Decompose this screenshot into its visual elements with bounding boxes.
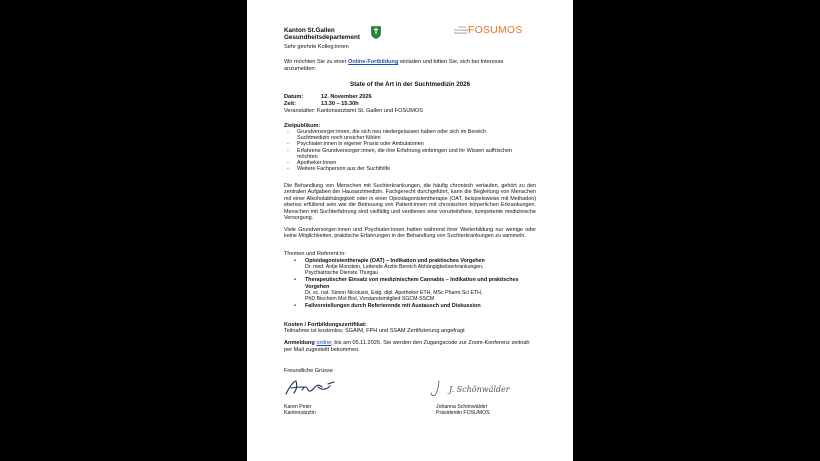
signature-2 bbox=[427, 378, 527, 400]
document-page bbox=[247, 0, 573, 461]
date-row bbox=[284, 94, 536, 101]
topics-list bbox=[284, 258, 534, 310]
list-item: - Erfahrene Grundversorger:innen, die ihre Erfahrung einbringen und ihr Wissen auffrischen möchten bbox=[284, 148, 516, 160]
signatory-1 bbox=[284, 404, 316, 416]
list-item: - Psychiater:innen in eigener Praxis oder Ambulatorien bbox=[284, 141, 516, 147]
costs-text: Teilnahme ist kostenlos; SGAIM, FPH und SSAM Zertifizierung angefragt bbox=[284, 328, 465, 334]
topic-item bbox=[284, 258, 534, 276]
canton-name: Kanton St.Gallen Gesundheitsdepartement bbox=[284, 27, 360, 41]
topics-heading: Themen und Referent:in: bbox=[284, 251, 346, 257]
list-item: - Apotheker:innen bbox=[284, 160, 516, 166]
topic-item bbox=[284, 303, 534, 309]
signatory-2-role: Präsidentin FOSUMOS bbox=[436, 410, 490, 417]
coat-of-arms-icon bbox=[371, 26, 381, 39]
online-fortbildung-link[interactable]: Online-Fortbildung bbox=[348, 59, 399, 65]
registration-link[interactable]: online bbox=[316, 340, 332, 346]
topic-speaker: Dr. med. Antje Monstein, Leitende Ärztin Bereich Abhängigkeitserkrankungen, bbox=[305, 264, 484, 271]
topic-speaker: Dr. sc. nat. Simon Nicolussi, Eidg. dipl. Apotheker ETH, MSc Pharm Sci ETH, bbox=[305, 289, 483, 296]
topic-title: • Opioidagonistentherapie (OAT) – Indikation und praktisches Vorgehen bbox=[305, 258, 485, 264]
topic-item bbox=[284, 277, 534, 302]
fosumos-logo: FOSUMOS bbox=[468, 24, 523, 36]
costs-heading: Kosten / Fortbildungszertifikat: bbox=[284, 322, 367, 328]
organizer: Veranstalter: Kantonsarztamt St. Gallen und FOSUMOS bbox=[284, 108, 423, 114]
registration-label: Anmeldung bbox=[284, 340, 315, 346]
time-value: 13.30 – 15.30h bbox=[321, 101, 359, 107]
registration-paragraph: Anmeldung online; bis am 05.11.2026. Sie werden den Zugangscode zur Zoom-Konferenz zeitnah per Mail zugestellt bekommen. bbox=[284, 340, 530, 353]
event-details bbox=[284, 94, 536, 115]
intro-paragraph: Wir möchten Sie zu einer Online-Fortbildung einladen und bitten Sie, sich bei Interesse anzumelden: bbox=[284, 59, 504, 72]
topic-title: • Therapeutischer Einsatz von medizinischem Cannabis – Indikation und praktisches Vorgehen bbox=[305, 277, 519, 290]
time-row bbox=[284, 101, 536, 108]
signatory-2 bbox=[436, 404, 490, 416]
time-label: Zeit: bbox=[284, 101, 296, 107]
signatory-2-name: Johanna Schönwälder bbox=[436, 404, 488, 410]
body-paragraph-1: Die Behandlung von Menschen mit Suchterkrankungen, die häufig chronisch verlaufen, gehört zu den zentralen Aufgaben der Hausarztmedizin. Fachgerecht durchgeführt, kann die Begleitung von Menschen mit einer Alkoholabhängigkeit oder in einer Opioidagonistentherapie (OAT, beispielsweise mit Methadon) ebenso erfüllend sein wie die Betreuung von Patient:innen mit chronischen körperlichen Erkrankungen. Menschen mit Suchterfahrung sind vielfältig und verdienen eine vorurteilsfreie, kompetente medizinische Versorgung. bbox=[284, 183, 536, 222]
signature-1 bbox=[284, 378, 340, 398]
list-item: - Weitere Fachperson aus der Suchthilfe bbox=[284, 166, 516, 172]
audience-heading: Zielpublikum: bbox=[284, 123, 321, 129]
body-paragraph-2: Viele Grundversorger:innen und Psychiater:innen hatten während ihrer Weiterbildung nur wenige oder keine Möglichkeiten, praktische Erfahrungen in der Behandlung von Suchterkrankungen zu sammeln. bbox=[284, 227, 536, 240]
topic-title: • Fallvorstellungen durch Referierende mit Austausch und Diskussion bbox=[305, 302, 481, 309]
fosumos-subtitle: Forum Suchtmedizin Ostschweiz bbox=[454, 26, 470, 35]
date-value: 12. November 2026 bbox=[321, 94, 372, 100]
date-label: Datum: bbox=[284, 94, 304, 100]
topic-speaker: PhD Biochem Mol Biol, Vorstandsmitglied SGCM-SSCM bbox=[305, 295, 435, 302]
salutation: Sehr geehrte Kolleg:innen bbox=[284, 44, 349, 50]
signatory-1-name: Karen Peier bbox=[284, 404, 312, 410]
closing: Freundliche Grüsse bbox=[284, 368, 333, 374]
event-title: State of the Art in der Suchtmedizin 2026 bbox=[349, 81, 471, 88]
topic-speaker: Psychiatrische Dienste Thurgau bbox=[305, 270, 379, 277]
signatory-1-role: Kantonsärztin bbox=[284, 410, 316, 417]
list-item: - Grundversorger:innen, die sich neu niedergelassen haben oder sich im Bereich Suchtmedizin noch unsicher fühlen bbox=[284, 129, 516, 141]
signature-2-text: J. Schönwälder bbox=[449, 385, 510, 394]
audience-list bbox=[284, 129, 516, 172]
